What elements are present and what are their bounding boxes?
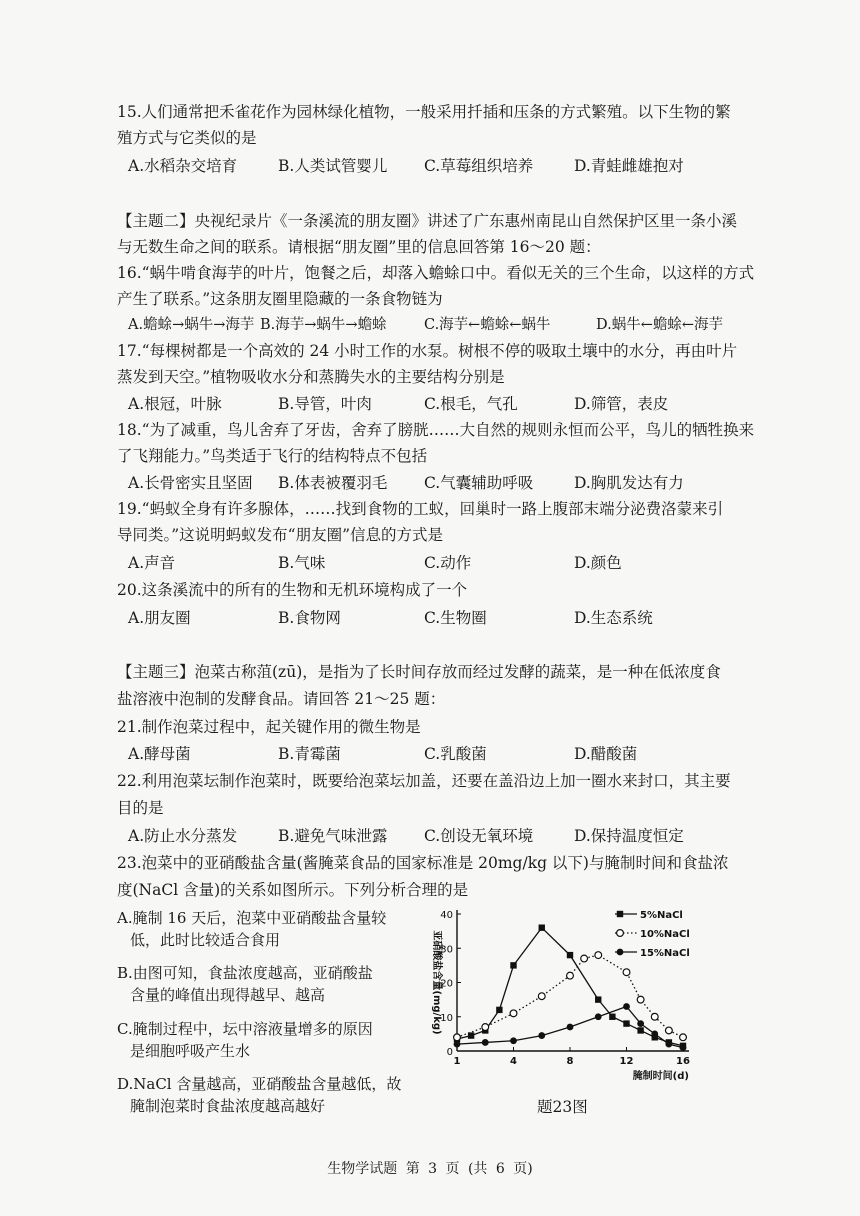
series-1-point [609, 1014, 615, 1020]
legend-marker [617, 949, 624, 956]
y-tick-label: 20 [440, 978, 453, 990]
q17-stem-line1: 17.“每棵树都是一个高效的 24 小时工作的水泵。树根不停的吸取土壤中的水分，再由叶片 [117, 342, 738, 360]
q15-options [128, 155, 748, 177]
x-tick-label: 12 [619, 1056, 634, 1067]
q22-option-c[interactable]: C.创设无氧环境 [424, 827, 534, 845]
x-axis-label: 腌制时间(d) [632, 1071, 689, 1082]
series-2-point [595, 952, 602, 959]
series-2-point [680, 1034, 687, 1041]
q23-option-a-line1: A.腌制 16 天后，泡菜中亚硝酸盐含量较 [117, 909, 387, 927]
q19-options [128, 552, 748, 574]
q16-stem-line2: 产生了联系。”这条朋友圈里隐藏的一条食物链为 [117, 290, 443, 308]
theme2-intro-line2: 与无数生命之间的联系。请根据“朋友圈”里的信息回答第 16～20 题： [117, 238, 601, 256]
q22-option-d[interactable]: D.保持温度恒定 [574, 827, 684, 845]
q17-option-a[interactable]: A.根冠，叶脉 [128, 395, 222, 413]
q23-option-b-line2: 含量的峰值出现得越早、越高 [130, 986, 326, 1004]
q16-option-b[interactable]: B.海芋→蜗牛→蟾蜍 [260, 317, 387, 333]
series-3-point [665, 1041, 672, 1048]
q17-option-b[interactable]: B.导管，叶肉 [278, 395, 372, 413]
q23-option-d-line2: 腌制泡菜时食盐浓度越高越好 [130, 1097, 326, 1115]
q23-stem-line1: 23.泡菜中的亚硝酸盐含量(酱腌菜食品的国家标准是 20mg/kg 以下)与腌制时间和食盐浓 [117, 854, 729, 872]
y-tick-label: 30 [440, 944, 453, 956]
series-3-point [538, 1032, 545, 1039]
series-2-point [538, 993, 545, 1000]
series-2-point [651, 1013, 658, 1020]
q16-option-c[interactable]: C.海芋←蟾蜍←蜗牛 [424, 317, 551, 333]
q23-option-b[interactable] [117, 962, 417, 1006]
q16-option-a[interactable]: A.蟾蜍→蜗牛→海芋 [128, 317, 255, 333]
theme3-intro-line1: 【主题三】泡菜古称菹(zū)，是指为了长时间存放而经过发酵的蔬菜，是一种在低浓度食 [117, 663, 721, 681]
page-footer: 生物学试题 第 3 页 (共 6 页) [327, 1161, 533, 1177]
q17-option-d[interactable]: D.筛管，表皮 [574, 395, 669, 413]
q22-option-b[interactable]: B.避免气味泄露 [278, 827, 388, 845]
q22-stem-line1: 22.利用泡菜坛制作泡菜时，既要给泡菜坛加盖，还要在盖沿边上加一圈水来封口，其主要 [117, 772, 731, 790]
q23-option-c[interactable] [117, 1018, 417, 1062]
q16-option-d[interactable]: D.蜗牛←蟾蜍←海芋 [596, 317, 724, 333]
x-tick-label: 8 [566, 1056, 574, 1067]
series-1-point [510, 962, 516, 968]
series-3-point [651, 1030, 658, 1037]
legend-label: 15%NaCl [640, 948, 690, 959]
series-2-point [637, 996, 644, 1003]
x-origin-label: 1 [453, 1056, 461, 1067]
legend-marker [617, 930, 624, 937]
q20-option-c[interactable]: C.生物圈 [424, 609, 487, 627]
y-tick-label: 40 [440, 910, 453, 921]
q22-options [128, 825, 748, 847]
series-1-point [623, 1020, 629, 1026]
q17-option-c[interactable]: C.根毛，气孔 [424, 395, 518, 413]
q23-option-d-line1: D.NaCl 含量越高，亚硝酸盐含量越低，故 [117, 1075, 402, 1093]
q20-option-b[interactable]: B.食物网 [278, 609, 341, 627]
q21-option-c[interactable]: C.乳酸菌 [424, 745, 487, 763]
series-3-point [567, 1024, 574, 1031]
q23-stem-line2: 度(NaCl 含量)的关系如图所示。下列分析合理的是 [117, 881, 469, 899]
series-2-point [623, 969, 630, 976]
q23-option-c-line2: 是细胞呼吸产生水 [130, 1042, 251, 1060]
series-2-point [454, 1034, 461, 1041]
chart-series [454, 925, 687, 1051]
q19-option-b[interactable]: B.气味 [278, 554, 326, 572]
q23-option-d[interactable] [117, 1073, 417, 1117]
y-tick-label: 10 [440, 1012, 453, 1024]
legend-marker [617, 911, 623, 917]
q23-option-c-line1: C.腌制过程中，坛中溶液量增多的原因 [117, 1020, 373, 1038]
q15-option-b[interactable]: B.人类试管婴儿 [278, 157, 388, 175]
q19-option-c[interactable]: C.动作 [424, 554, 472, 572]
series-2-point [482, 1024, 489, 1031]
q18-option-c[interactable]: C.气囊辅助呼吸 [424, 474, 534, 492]
q18-stem-line1: 18.“为了减重，鸟儿舍弃了牙齿，舍弃了膀胱……大自然的规则永恒而公平，鸟儿的牺牲换来 [117, 421, 755, 439]
series-3-point [510, 1037, 517, 1044]
q18-stem-line2: 了飞翔能力。”鸟类适于飞行的结构特点不包括 [117, 447, 428, 465]
series-3-point [637, 1020, 644, 1027]
q16-stem-line1: 16.“蜗牛啃食海芋的叶片，饱餐之后，却落入蟾蜍口中。看似无关的三个生命，以这样的方式 [117, 264, 755, 282]
series-2-point [510, 1010, 517, 1017]
q17-stem-line2: 蒸发到天空。”植物吸收水分和蒸腾失水的主要结构分别是 [117, 368, 505, 386]
q22-stem-line2: 目的是 [117, 799, 164, 817]
q23-option-b-line1: B.由图可知，食盐浓度越高，亚硝酸盐 [117, 964, 373, 982]
q20-option-a[interactable]: A.朋友圈 [128, 609, 191, 627]
y-tick-label: 0 [446, 1047, 453, 1058]
series-3-point [680, 1044, 687, 1051]
legend-label: 5%NaCl [640, 910, 683, 921]
series-1-point [637, 1027, 643, 1033]
q19-option-d[interactable]: D.颜色 [574, 554, 622, 572]
q18-option-a[interactable]: A.长骨密实且坚固 [128, 474, 253, 492]
y-axis-label: 亚硝酸盐含量(mg/kg) [431, 930, 442, 1035]
series-1-point [567, 952, 573, 958]
q20-stem-line1: 20.这条溪流中的所有的生物和无机环境构成了一个 [117, 581, 468, 599]
q22-option-a[interactable]: A.防止水分蒸发 [128, 827, 238, 845]
q15-option-c[interactable]: C.草莓组织培养 [424, 157, 534, 175]
q23-option-a[interactable] [117, 907, 417, 951]
q18-option-d[interactable]: D.胸肌发达有力 [574, 474, 684, 492]
q15-stem-line2: 殖方式与它类似的是 [117, 129, 257, 147]
q15-stem-line1: 15.人们通常把禾雀花作为园林绿化植物，一般采用扦插和压条的方式繁殖。以下生物的繁 [117, 103, 731, 121]
series-1-point [539, 925, 545, 931]
q21-stem-line1: 21.制作泡菜过程中，起关键作用的微生物是 [117, 718, 421, 736]
q18-option-b[interactable]: B.体表被覆羽毛 [278, 474, 388, 492]
q21-options [128, 743, 748, 765]
q17-options [128, 393, 748, 415]
series-1-point [496, 1007, 502, 1013]
nitrite-chart [420, 905, 710, 1085]
theme3-intro-line2: 盐溶液中泡制的发酵食品。请回答 21～25 题： [117, 690, 446, 708]
chart-legend [615, 910, 690, 959]
series-3-point [482, 1039, 489, 1046]
q21-option-b[interactable]: B.青霉菌 [278, 745, 341, 763]
q21-option-d[interactable]: D.醋酸菌 [574, 745, 638, 763]
q19-stem-line2: 导同类。”这说明蚂蚁发布“朋友圈”信息的方式是 [117, 526, 444, 544]
q20-option-d[interactable]: D.生态系统 [574, 609, 653, 627]
x-tick-label: 16 [676, 1056, 690, 1067]
series-2-point [665, 1027, 672, 1034]
series-3-point [595, 1013, 602, 1020]
series-3-point [454, 1041, 461, 1048]
q19-stem-line1: 19.“蚂蚁全身有许多腺体，……找到食物的工蚁，回巢时一路上腹部末端分泌费洛蒙来引 [117, 500, 724, 518]
q20-options [128, 607, 748, 629]
figure-caption: 题23图 [537, 1098, 588, 1116]
q15-option-a[interactable]: A.水稻杂交培育 [128, 157, 238, 175]
series-2-point [567, 972, 574, 979]
q21-option-a[interactable]: A.酵母菌 [128, 745, 191, 763]
series-1-point [595, 996, 601, 1002]
q23-option-a-line2: 低，此时比较适合食用 [130, 931, 281, 949]
q18-options [128, 472, 748, 494]
theme2-intro-line1: 【主题二】央视纪录片《一条溪流的朋友圈》讲述了广东惠州南昆山自然保护区里一条小溪 [117, 212, 738, 230]
q16-options [128, 314, 748, 336]
series-3-point [623, 1003, 630, 1010]
x-tick-label: 4 [510, 1056, 517, 1067]
q19-option-a[interactable]: A.声音 [128, 554, 176, 572]
legend-label: 10%NaCl [640, 929, 690, 940]
q15-option-d[interactable]: D.青蛙雌雄抱对 [574, 157, 684, 175]
series-2-point [581, 955, 588, 962]
